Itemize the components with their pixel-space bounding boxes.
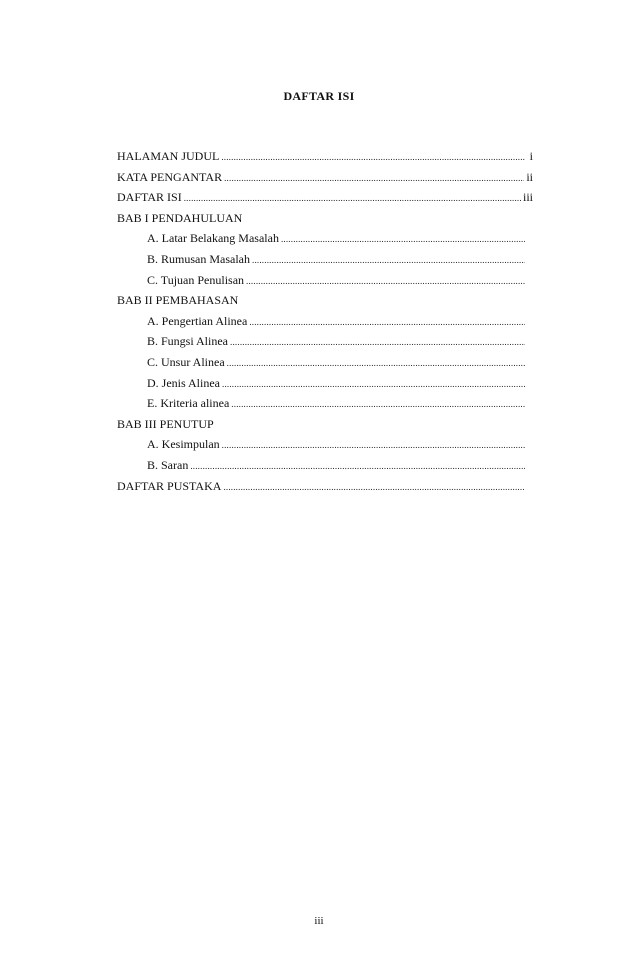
toc-subentry [117,252,533,273]
toc-entry-label: E. Kriteria alinea [147,396,230,411]
toc-entry-label: B. Fungsi Alinea [147,334,229,349]
toc-leader-dots [281,234,525,244]
toc-entry-label: C. Tujuan Penulisan [147,272,245,287]
toc-entry-label: KATA PENGANTAR [117,169,223,184]
toc-chapter-heading [117,417,533,438]
toc-entry-label: D. Jenis Alinea [147,375,220,390]
toc-entry-label: HALAMAN JUDUL [117,149,220,163]
table-of-contents [117,149,533,499]
toc-subentry [117,437,533,458]
toc-entry [117,479,533,500]
toc-subentry [117,458,533,479]
toc-subentry [117,273,533,294]
toc-entry-label: B. Rumusan Masalah [147,251,250,266]
toc-leader-dots [184,193,521,203]
toc-subentry [117,376,533,397]
toc-chapter-heading [117,293,533,314]
toc-subentry [117,396,533,417]
toc-subentry [117,355,533,376]
toc-entry-label: C. Unsur Alinea [147,354,225,369]
toc-leader-dots [252,255,525,265]
toc-leader-dots [221,152,525,162]
toc-entry-label: BAB I PENDAHULUAN [117,210,243,225]
toc-entry-label: A. Latar Belakang Masalah [147,231,279,246]
toc-leader-dots [227,358,525,368]
toc-leader-dots [249,317,525,327]
toc-entry-label: DAFTAR PUSTAKA [117,478,222,493]
toc-leader-dots [222,379,525,389]
toc-entry-label: B. Saran [147,457,189,472]
toc-leader-dots [246,276,525,286]
toc-subentry [117,334,533,355]
page-title: DAFTAR ISI [283,89,355,103]
toc-subentry [117,314,533,335]
toc-leader-dots [190,461,525,471]
toc-entry-label: BAB II PEMBAHASAN [117,293,239,308]
toc-chapter-heading [117,211,533,232]
toc-leader-dots [224,173,524,183]
toc-leader-dots [223,482,525,492]
toc-entry-page: i [529,149,533,163]
toc-entry-label: DAFTAR ISI [117,190,182,205]
toc-entry-page: ii [526,169,533,184]
toc-entry-label: BAB III PENUTUP [117,416,214,431]
toc-entry [117,190,533,211]
toc-entry [117,170,533,191]
toc-leader-dots [222,440,525,450]
toc-entry-label: A. Kesimpulan [147,437,220,452]
toc-entry-page: iii [522,190,533,205]
toc-leader-dots [231,399,525,409]
toc-entry-label: A. Pengertian Alinea [147,313,248,328]
toc-entry [117,149,533,170]
toc-subentry [117,231,533,252]
page-number: iii [314,915,324,927]
toc-leader-dots [230,337,525,347]
